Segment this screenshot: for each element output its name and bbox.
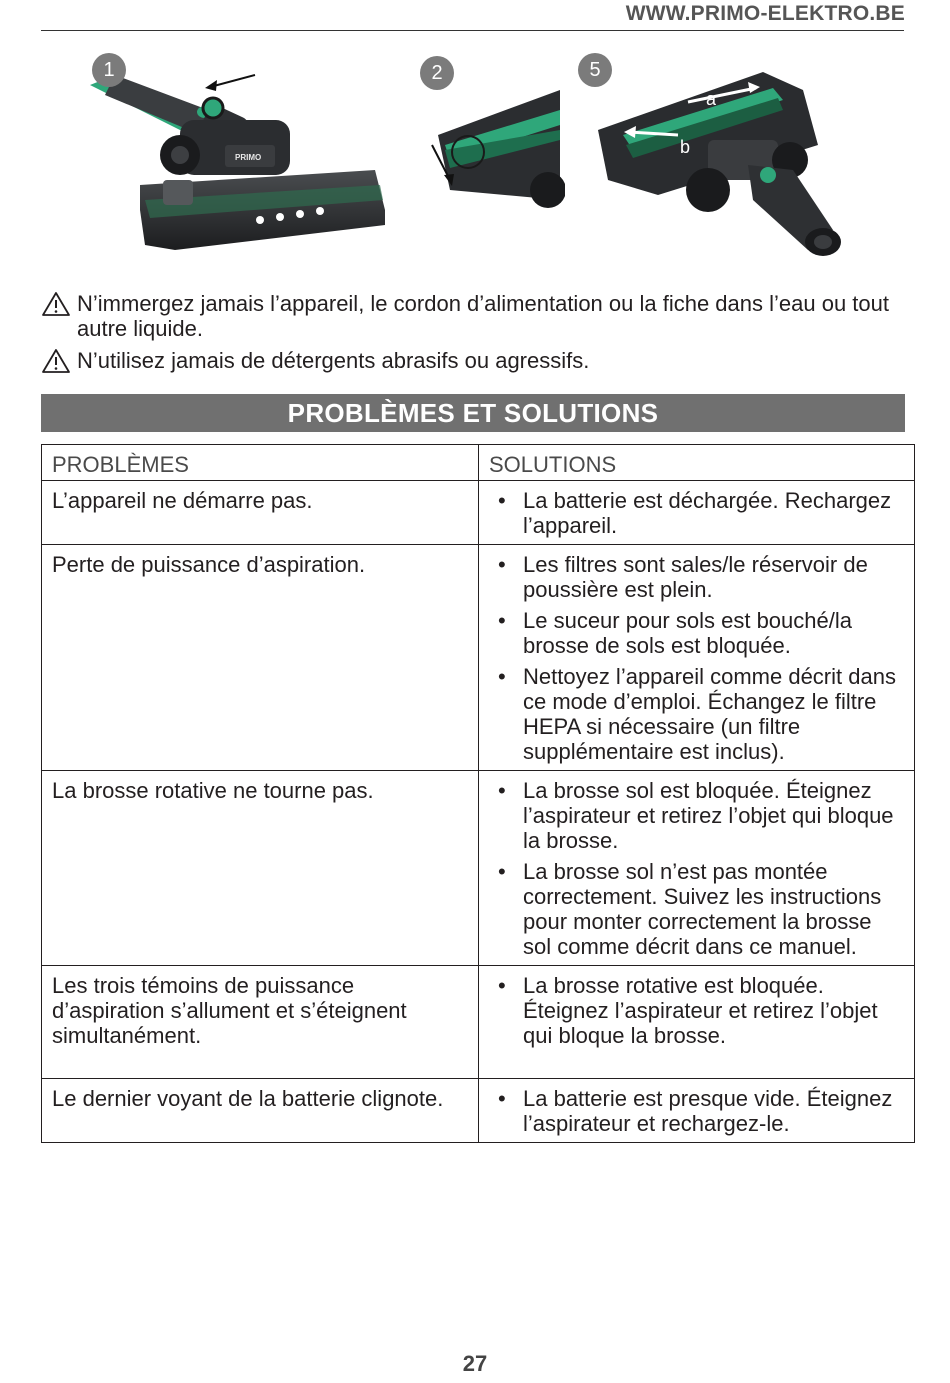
table-row: [42, 1079, 915, 1143]
figure-step-1: [85, 50, 395, 265]
solution-cell: [479, 481, 915, 545]
solution-item: • La batterie est déchargée. Rechargez l’appareil.: [489, 488, 904, 538]
problem-cell: La brosse rotative ne tourne pas.: [42, 771, 479, 966]
solution-item: • La brosse sol n’est pas montée correctement. Suivez les instructions pour monter correctement la brosse sol comme décrit dans ce manuel.: [489, 859, 904, 959]
solution-cell: [479, 771, 915, 966]
step-badge: 5: [578, 53, 612, 87]
section-title: PROBLÈMES ET SOLUTIONS: [41, 394, 905, 432]
table-row: [42, 545, 915, 771]
warning-water: [41, 291, 901, 341]
problem-cell: Perte de puissance d’aspiration.: [42, 545, 479, 771]
column-header-problems: PROBLÈMES: [42, 445, 479, 481]
figure-step-5: [578, 50, 853, 270]
solution-item: • La brosse rotative est bloquée. Éteignez l’aspirateur et retirez l’objet qui bloque la brosse.: [489, 973, 904, 1048]
solution-item: • Nettoyez l’appareil comme décrit dans ce mode d’emploi. Échangez le filtre HEPA si nécessaire (un filtre supplémentaire est inclus).: [489, 664, 904, 764]
solution-cell: [479, 545, 915, 771]
table-row: [42, 481, 915, 545]
warning-text: N’utilisez jamais de détergents abrasifs ou agressifs.: [77, 348, 590, 373]
brand-logo-text: PRIMO: [235, 153, 262, 162]
page-number: 27: [462, 1351, 488, 1376]
step-badge: 2: [420, 56, 454, 90]
figure-step-2: [420, 50, 565, 225]
problem-cell: L’appareil ne démarre pas.: [42, 481, 479, 545]
problem-cell: Le dernier voyant de la batterie clignote.: [42, 1079, 479, 1143]
label-b: b: [680, 137, 691, 157]
step-badge: 1: [92, 53, 126, 87]
website-url: WWW.PRIMO-ELEKTRO.BE: [625, 2, 905, 25]
problem-cell: Les trois témoins de puissance d’aspiration s’allument et s’éteignent simultanément.: [42, 966, 479, 1079]
solution-cell: [479, 1079, 915, 1143]
warning-text: N’immergez jamais l’appareil, le cordon d’alimentation ou la fiche dans l’eau ou tout autre liquide.: [77, 291, 889, 341]
warning-detergents: [41, 348, 901, 373]
table-row: [42, 771, 915, 966]
solution-item: • La batterie est presque vide. Éteignez l’aspirateur et rechargez-le.: [489, 1086, 904, 1136]
solution-item: • Le suceur pour sols est bouché/la brosse de sols est bloquée.: [489, 608, 904, 658]
warning-triangle-icon: [41, 291, 71, 317]
table-row: [42, 966, 915, 1079]
solution-item: • Les filtres sont sales/le réservoir de poussière est plein.: [489, 552, 904, 602]
column-header-solutions: SOLUTIONS: [479, 445, 915, 481]
brush-roller-removal-illustration: [578, 50, 853, 270]
label-a: a: [706, 89, 717, 109]
solution-item: • La brosse sol est bloquée. Éteignez l’aspirateur et retirez l’objet qui bloque la brosse.: [489, 778, 904, 853]
vacuum-floor-nozzle-detach-illustration: [85, 50, 395, 265]
problems-solutions-table: [41, 444, 915, 1143]
warning-triangle-icon: [41, 348, 71, 374]
header-divider: [41, 30, 904, 31]
table-header-row: [42, 445, 915, 481]
solution-cell: [479, 966, 915, 1079]
